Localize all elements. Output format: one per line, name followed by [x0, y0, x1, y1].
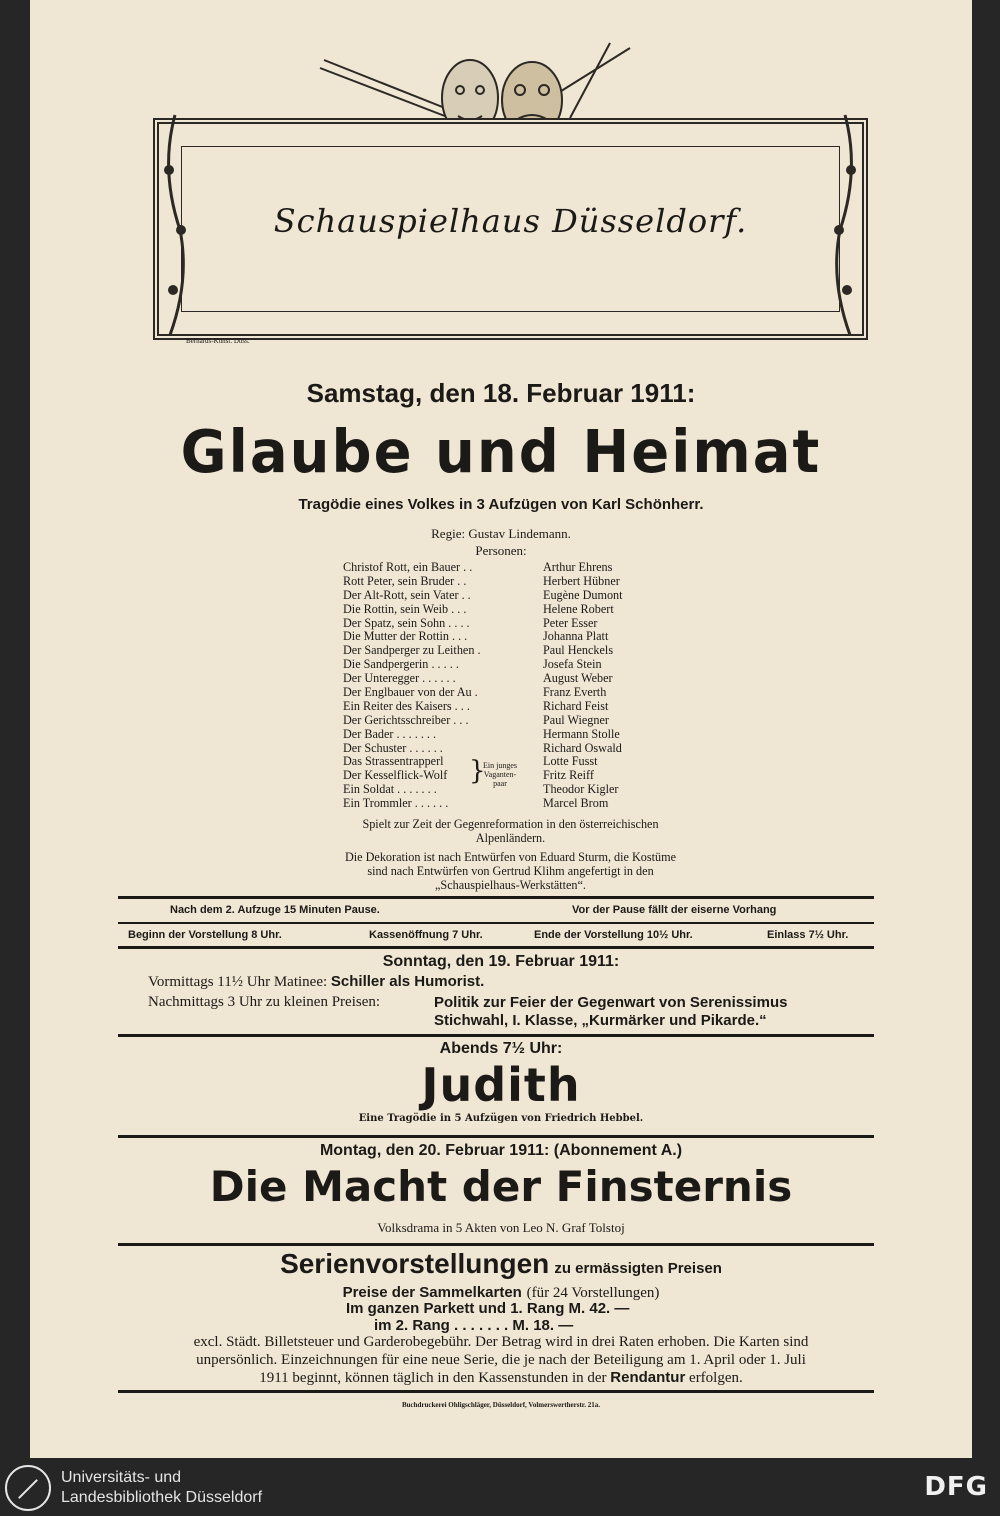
main-date: Samstag, den 18. Februar 1911: — [306, 378, 696, 408]
vagant-brace: } — [469, 756, 486, 786]
cast-row — [343, 644, 683, 658]
cast-row — [343, 561, 683, 575]
curtain-info: Vor der Pause fällt der eiserne Vorhang — [572, 904, 777, 916]
cast-row — [343, 797, 683, 811]
main-title: Glaube und Heimat — [180, 418, 822, 487]
series-rang2: im 2. Rang . . . . . . . M. 18. — — [374, 1317, 574, 1334]
setting-note: Spielt zur Zeit der Gegenreformation in den österreichischen Alpenländern. — [362, 817, 659, 845]
engraver-credit: Bernards-Kunst. Düss. — [186, 337, 250, 345]
venue-title: Schauspielhaus Düsseldorf. — [273, 202, 748, 240]
series-title-suffix: zu ermässigten Preisen — [554, 1260, 722, 1277]
cast-role: Der Bader . . . . . . . — [343, 726, 437, 741]
cast-role: Der Unteregger . . . . . . — [343, 671, 456, 686]
sunday-date: Sonntag, den 19. Februar 1911: — [382, 953, 620, 970]
cast-actor: Peter Esser — [543, 615, 598, 630]
poster — [30, 0, 972, 1458]
series-line3-b: Rendantur — [610, 1369, 686, 1386]
series-line1: excl. Städt. Billetsteuer und Garderobegebühr. Der Betrag wird in drei Raten erhoben. Die Karten sind — [193, 1334, 809, 1350]
cast-row — [343, 617, 683, 631]
cast-row — [343, 700, 683, 714]
ende-info: Ende der Vorstellung 10½ Uhr. — [534, 929, 693, 941]
evening-subtitle: Eine Tragödie in 5 Aufzügen von Friedrich Hebbel. — [358, 1113, 644, 1124]
divider — [118, 1034, 874, 1037]
matinee-title: Schiller als Humorist. — [330, 973, 485, 990]
matinee-label: Vormittags 11½ Uhr Matinee: — [148, 974, 328, 990]
cast-row — [343, 630, 683, 644]
regie: Regie: Gustav Lindemann. — [431, 526, 571, 541]
library-footer — [0, 1458, 1000, 1516]
cast-role: Rott Peter, sein Bruder . . — [343, 573, 467, 588]
cast-row — [343, 603, 683, 617]
afternoon-line2: Stichwahl, I. Klasse, „Kurmärker und Pikarde.“ — [434, 1012, 767, 1029]
cast-row — [343, 686, 683, 700]
cast-row — [343, 742, 683, 756]
monday-title: Die Macht der Finsternis — [209, 1162, 793, 1211]
cast-row — [343, 672, 683, 686]
venue-frame — [153, 118, 868, 340]
cast-actor: Eugène Dumont — [543, 587, 623, 602]
cast-row — [343, 714, 683, 728]
cast-row — [343, 589, 683, 603]
divider — [118, 1243, 874, 1246]
garland-right-ornament — [825, 110, 865, 340]
series-text — [30, 1334, 972, 1388]
begin-info: Beginn der Vorstellung 8 Uhr. — [128, 929, 282, 941]
series-title: Serienvorstellungen — [280, 1248, 550, 1279]
cast-role: Der Sandperger zu Leithen . — [343, 643, 481, 658]
cast-role: Ein Trommler . . . . . . — [343, 796, 449, 811]
dfg-logo: DFG — [924, 1472, 988, 1502]
cast-role: Christof Rott, ein Bauer . . — [343, 560, 473, 574]
decoration-note: Die Dekoration ist nach Entwürfen von Eduard Sturm, die Kostüme sind nach Entwürfen von Gertrud Klihm angefertigt in den „Schauspielhaus-Werkstätten“. — [344, 850, 677, 892]
cast-role: Ein Reiter des Kaisers . . . — [343, 698, 470, 713]
evening-title: Judith — [421, 1058, 581, 1112]
series-line3-c: erfolgen. — [689, 1370, 743, 1386]
cast-actor: Paul Henckels — [543, 643, 614, 658]
cast-role: Der Alt-Rott, sein Vater . . — [343, 587, 471, 602]
cast-actor: Arthur Ehrens — [543, 560, 613, 574]
cast-row — [343, 575, 683, 589]
divider — [118, 1135, 874, 1138]
evening-time: Abends 7½ Uhr: — [439, 1040, 563, 1057]
garland-left-ornament — [155, 110, 195, 340]
vagant-note: Ein junges Vaganten- paar — [483, 761, 517, 788]
cast-actor: Herbert Hübner — [543, 573, 620, 588]
cast-actor: Josefa Stein — [543, 657, 602, 672]
cast-actor: Helene Robert — [543, 601, 614, 616]
series-line3-a: 1911 beginnt, können täglich in den Kassenstunden in der — [259, 1370, 607, 1386]
cast-row — [343, 728, 683, 742]
divider — [118, 1390, 874, 1393]
cast-row — [343, 658, 683, 672]
printer-credit: Buchdruckerei Ohligschläger, Düsseldorf, Volmerswertherstr. 21a. — [401, 1401, 601, 1409]
monday-date: Montag, den 20. Februar 1911: (Abonnement A.) — [319, 1142, 683, 1159]
cast-role: Die Sandpergerin . . . . . — [343, 657, 459, 672]
cast-actor: Theodor Kigler — [543, 782, 619, 797]
monday-subtitle: Volksdrama in 5 Akten von Leo N. Graf Tolstoj — [377, 1220, 625, 1235]
cast-actor: Hermann Stolle — [543, 726, 620, 741]
kasse-info: Kassenöffnung 7 Uhr. — [369, 929, 483, 941]
cast-role: Die Mutter der Rottin . . . — [343, 629, 468, 644]
divider — [118, 896, 874, 899]
cast-role: Die Rottin, sein Weib . . . — [343, 601, 467, 616]
series-heading — [30, 1248, 972, 1280]
series-prices-label: Preise der Sammelkarten — [342, 1284, 522, 1301]
university-logo-icon — [5, 1465, 51, 1511]
pause-info: Nach dem 2. Aufzuge 15 Minuten Pause. — [170, 904, 380, 916]
divider — [118, 922, 874, 924]
matinee-line — [148, 973, 484, 991]
cast-role: Ein Soldat . . . . . . . — [343, 782, 437, 797]
personen-heading: Personen: — [475, 543, 527, 558]
series-parkett: Im ganzen Parkett und 1. Rang M. 42. — — [346, 1300, 630, 1317]
library-line2: Landesbibliothek Düsseldorf — [61, 1489, 263, 1506]
cast-actor: Paul Wiegner — [543, 712, 609, 727]
afternoon-line1: Politik zur Feier der Gegenwart von Serenissimus — [434, 994, 788, 1011]
cast-role: Der Kesselflick-Wolf — [343, 768, 448, 783]
cast-actor: August Weber — [543, 671, 613, 686]
cast-actor: Richard Oswald — [543, 740, 622, 755]
library-line1: Universitäts- und — [61, 1469, 182, 1486]
afternoon-label: Nachmittags 3 Uhr zu kleinen Preisen: — [148, 994, 381, 1010]
cast-actor: Richard Feist — [543, 698, 609, 713]
cast-actor: Lotte Fusst — [543, 754, 598, 769]
series-prices-note: (für 24 Vorstellungen) — [526, 1285, 660, 1301]
cast-role: Der Englbauer von der Au . — [343, 685, 478, 700]
cast-actor: Johanna Platt — [543, 629, 609, 644]
main-subtitle: Tragödie eines Volkes in 3 Aufzügen von Karl Schönherr. — [298, 496, 704, 513]
cast-role: Der Gerichtsschreiber . . . — [343, 712, 469, 727]
divider — [118, 946, 874, 949]
cast-actor: Fritz Reiff — [543, 768, 594, 783]
cast-actor: Marcel Brom — [543, 796, 609, 811]
cast-role: Das Strassentrapperl — [343, 754, 444, 769]
library-name — [61, 1468, 262, 1508]
cast-role: Der Spatz, sein Sohn . . . . — [343, 615, 470, 630]
series-line3 — [30, 1369, 972, 1388]
cast-actor: Franz Everth — [543, 685, 607, 700]
series-line2: unpersönlich. Einzeichnungen für eine neue Serie, die je nach der Beteiligung am 1. April oder 1. Juli — [196, 1351, 806, 1368]
einlass-info: Einlass 7½ Uhr. — [767, 929, 849, 941]
cast-role: Der Schuster . . . . . . — [343, 740, 443, 755]
